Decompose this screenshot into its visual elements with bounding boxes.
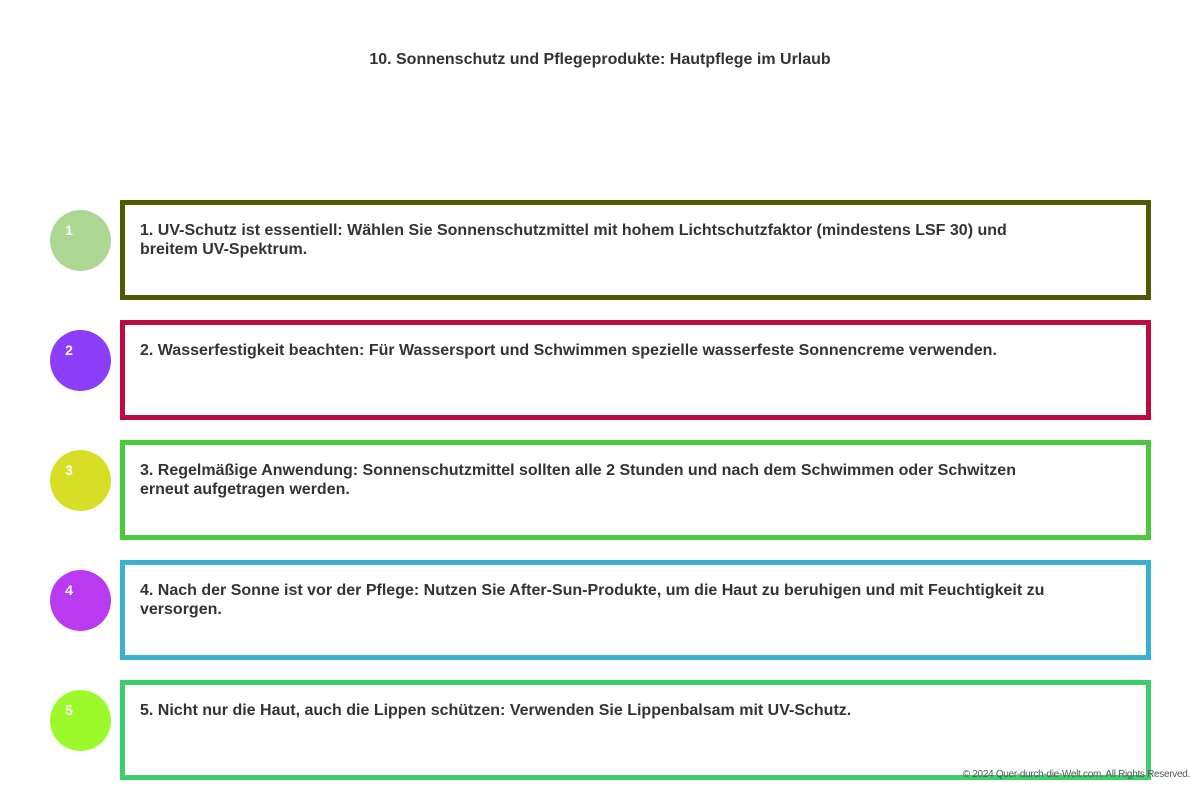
number-badge <box>50 330 111 391</box>
item-box <box>120 200 1151 300</box>
number-label: 4 <box>65 582 73 598</box>
item-box <box>120 440 1151 540</box>
item-box <box>120 320 1151 420</box>
item-text: 5. Nicht nur die Haut, auch die Lippen schützen: Verwenden Sie Lippenbalsam mit UV-Schutz. <box>140 702 852 719</box>
number-badge <box>50 210 111 271</box>
list-item <box>50 200 1150 300</box>
page-title: 10. Sonnenschutz und Pflegeprodukte: Hautpflege im Urlaub <box>369 51 831 68</box>
item-text: 3. Regelmäßige Anwendung: Sonnenschutzmittel sollten alle 2 Stunden und nach dem Schwimmen oder Schwitzen erneut aufgetragen werden. <box>140 462 1016 498</box>
number-badge <box>50 690 111 751</box>
list-item <box>50 320 1150 420</box>
number-label: 2 <box>65 342 73 358</box>
list-item <box>50 680 1150 780</box>
number-badge <box>50 570 111 631</box>
list-item <box>50 560 1150 660</box>
item-text: 4. Nach der Sonne ist vor der Pflege: Nutzen Sie After-Sun-Produkte, um die Haut zu beruhigen und mit Feuchtigkeit zu versorgen. <box>140 582 1045 618</box>
number-label: 5 <box>65 702 73 718</box>
copyright-footer: © 2024 Quer-durch-die-Welt.com. All Rights Reserved. <box>962 769 1190 780</box>
number-badge <box>50 450 111 511</box>
item-box <box>120 560 1151 660</box>
list-item <box>50 440 1150 540</box>
item-box <box>120 680 1151 780</box>
item-text: 2. Wasserfestigkeit beachten: Für Wassersport und Schwimmen spezielle wasserfeste Sonnencreme verwenden. <box>140 342 997 359</box>
number-label: 3 <box>65 462 73 478</box>
item-text: 1. UV-Schutz ist essentiell: Wählen Sie Sonnenschutzmittel mit hohem Lichtschutzfaktor (mindestens LSF 30) und breitem UV-Spektrum. <box>140 222 1007 258</box>
number-label: 1 <box>65 222 73 238</box>
